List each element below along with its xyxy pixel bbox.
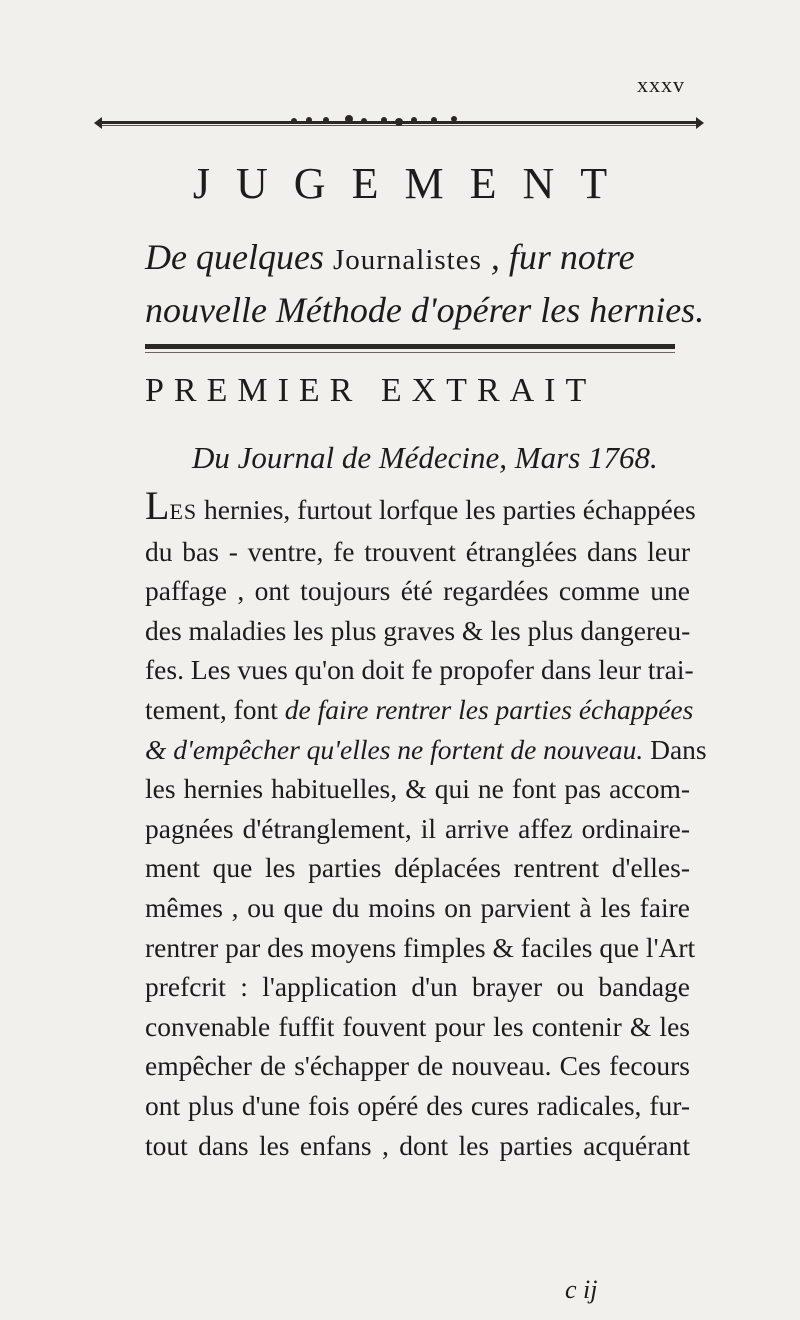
- drop-cap: L: [145, 483, 170, 528]
- subtitle: [145, 232, 745, 335]
- body-line: empêcher de s'échapper de nouveau. Ces fecours: [145, 1050, 690, 1082]
- italic-phrase: de faire rentrer les parties échappées: [284, 693, 694, 725]
- subtitle-prefix: De quelques: [145, 237, 333, 277]
- body-line: prefcrit : l'application d'un brayer ou bandage: [145, 971, 690, 1003]
- subtitle-journalists: Journalistes: [332, 244, 482, 276]
- body-line: des maladies les plus graves & les plus dangereu-: [145, 614, 691, 646]
- body-text: [145, 483, 707, 1165]
- body-line: LES hernies, furtout lorfque les parties échappées: [145, 483, 696, 528]
- source-citation: Du Journal de Médecine, Mars 1768.: [192, 440, 658, 475]
- body-line: les hernies habituelles, & qui ne font pas accom-: [145, 773, 690, 805]
- body-line: convenable fuffit fouvent pour les contenir & les: [145, 1010, 690, 1042]
- subtitle-suffix: , fur notre: [481, 237, 635, 277]
- page-number: xxxv: [637, 72, 685, 97]
- extract-heading: PREMIER EXTRAIT: [145, 372, 597, 409]
- ornament-band: [94, 112, 704, 134]
- body-line: & d'empêcher qu'elles ne fortent de nouveau. Dans: [145, 733, 707, 765]
- title: JUGEMENT: [192, 159, 634, 208]
- section-rule-thin: [145, 352, 675, 353]
- body-line: du bas - ventre, fe trouvent étranglées dans leur: [145, 535, 690, 567]
- body-line: ment que les parties déplacées rentrent d'elles-: [145, 852, 690, 884]
- body-line: rentrer par des moyens fimples & faciles que l'Art: [145, 931, 696, 963]
- body-line: mêmes , ou que du moins on parvient à les faire: [145, 891, 690, 923]
- signature-mark: c ij: [565, 1275, 598, 1304]
- drop-cap-smallcaps: ES: [169, 499, 198, 524]
- subtitle-line2: nouvelle Méthode d'opérer les hernies.: [145, 290, 705, 330]
- body-line: tement, font de faire rentrer les parties échappées: [145, 693, 694, 725]
- body-line: paffage , ont toujours été regardées comme une: [145, 575, 690, 607]
- body-line: pagnées d'étranglement, il arrive affez ordinaire-: [145, 812, 690, 844]
- body-line: fes. Les vues qu'on doit fe propofer dans leur trai-: [145, 654, 694, 686]
- section-rule: [145, 344, 675, 349]
- body-line: ont plus d'une fois opéré des cures radicales, fur-: [145, 1089, 690, 1121]
- body-line: tout dans les enfans , dont les parties acquérant: [145, 1129, 690, 1161]
